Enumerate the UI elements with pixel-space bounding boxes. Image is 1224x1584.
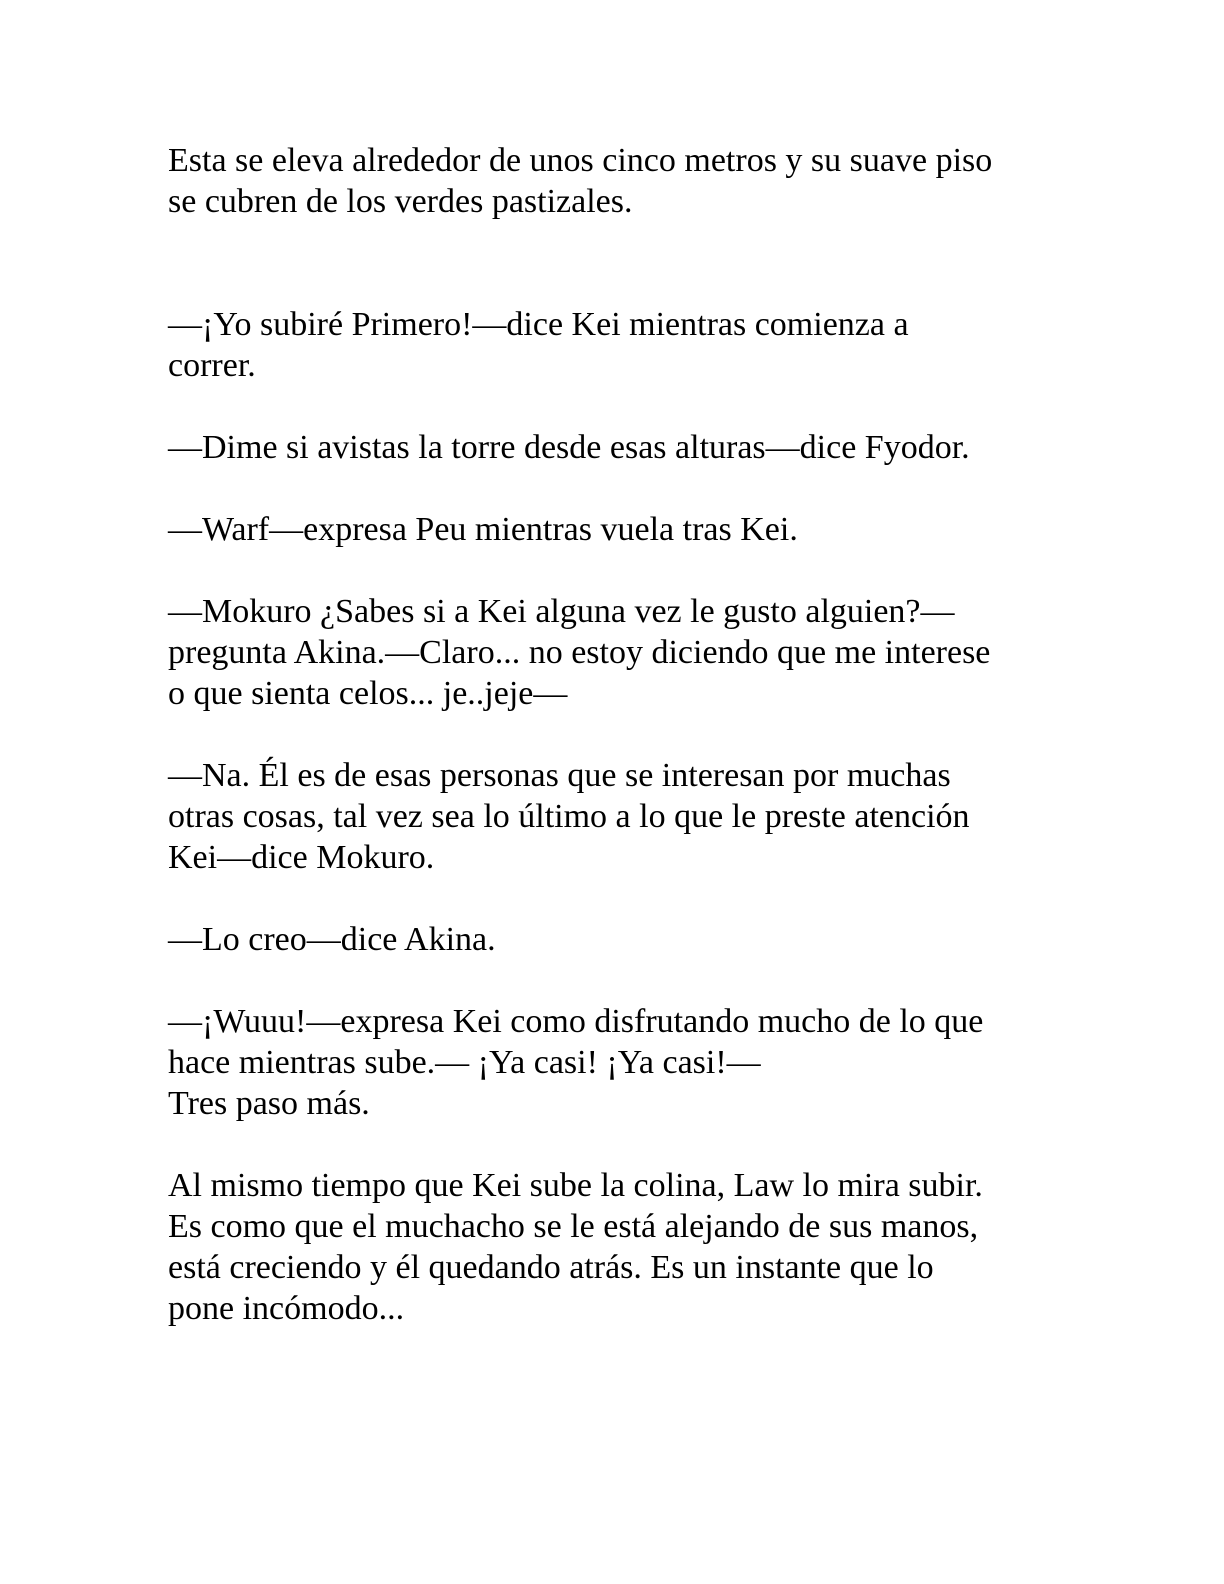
paragraph-5: —Mokuro ¿Sabes si a Kei alguna vez le gusto alguien?— pregunta Akina.—Claro... no estoy diciendo que me interese o que sienta celos... je..jeje— [168, 593, 991, 712]
paragraph-9: Al mismo tiempo que Kei sube la colina, Law lo mira subir. Es como que el muchacho se le está alejando de sus manos, está creciendo y él quedando atrás. Es un instante que lo pone incómodo... [168, 1167, 983, 1327]
paragraph-4: —Warf—expresa Peu mientras vuela tras Kei. [168, 511, 798, 548]
paragraph-3: —Dime si avistas la torre desde esas alturas—dice Fyodor. [168, 429, 970, 466]
paragraph-2: —¡Yo subiré Primero!—dice Kei mientras comienza a correr. [168, 306, 909, 384]
paragraph-8: —¡Wuuu!—expresa Kei como disfrutando mucho de lo que hace mientras sube.— ¡Ya casi! ¡Ya casi!— Tres paso más. [168, 1003, 984, 1122]
paragraph-1: Esta se eleva alrededor de unos cinco metros y su suave piso se cubren de los verdes pastizales. [168, 142, 993, 220]
paragraph-6: —Na. Él es de esas personas que se interesan por muchas otras cosas, tal vez sea lo último a lo que le preste atención Kei—dice Mokuro. [168, 757, 970, 876]
document-page [168, 140, 1048, 1329]
paragraph-7: —Lo creo—dice Akina. [168, 921, 496, 958]
